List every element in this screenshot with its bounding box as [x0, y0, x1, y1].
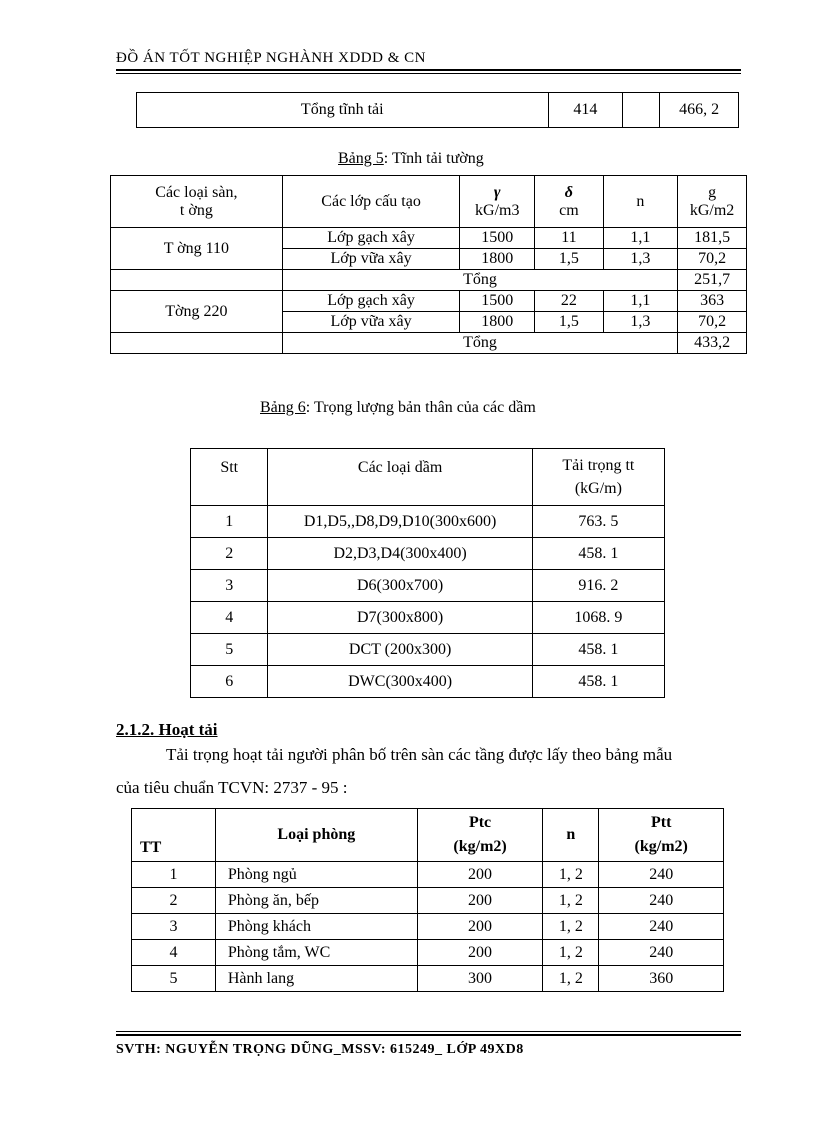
- delta-unit: cm: [559, 201, 579, 219]
- t5-header-n: n: [603, 176, 678, 228]
- table7-live-load: [131, 808, 724, 992]
- header-rule: [116, 69, 741, 71]
- t5-cell: 1,5: [535, 249, 604, 270]
- section-heading: 2.1.2. Hoạt tải: [116, 720, 218, 739]
- g-symbol: g: [708, 183, 717, 201]
- t5-total-label: Tổng: [282, 333, 677, 354]
- table5-wall-load: [110, 175, 747, 354]
- gamma-symbol: γ: [493, 183, 501, 201]
- t6-header-stt: Stt: [191, 449, 268, 506]
- t6-cell-load: 458. 1: [532, 634, 664, 666]
- t5-cell: 1,5: [535, 312, 604, 333]
- t7-cell-ptt: 240: [599, 914, 724, 940]
- page-footer-text: SVTH: NGUYỄN TRỌNG DŨNG_MSSV: 615249_ LỚP 49XD8: [116, 1042, 524, 1057]
- t5-cell: 1,1: [603, 291, 678, 312]
- t5-total-label: Tổng: [282, 270, 677, 291]
- t7-cell-tt: 2: [132, 888, 216, 914]
- t6-cell-beam: D7(300x800): [268, 602, 532, 634]
- t7-cell-room: Phòng ăn, bếp: [215, 888, 417, 914]
- t5-total-value: 251,7: [678, 270, 747, 291]
- section-paragraph-line1: Tải trọng hoạt tải người phân bố trên sàn các tầng được lấy theo bảng mẫu: [166, 745, 673, 764]
- t5-cell: 1,3: [603, 312, 678, 333]
- t7-cell-tt: 3: [132, 914, 216, 940]
- t6-cell-load: 763. 5: [532, 506, 664, 538]
- t5-cell: Lớp vữa xây: [282, 249, 460, 270]
- t5-cell: 181,5: [678, 228, 747, 249]
- t7-cell-ptc: 200: [417, 862, 543, 888]
- t6-cell-load: 916. 2: [532, 570, 664, 602]
- t7-cell-n: 1, 2: [543, 966, 599, 992]
- table6-beam-weight: [190, 448, 665, 698]
- t5-header-type: Các loại sàn, t ờng: [111, 176, 283, 228]
- t5-cell: 11: [535, 228, 604, 249]
- t5-cell: 70,2: [678, 249, 747, 270]
- t7-cell-ptt: 240: [599, 888, 724, 914]
- t5-total-empty: [111, 333, 283, 354]
- t6-cell-stt: 6: [191, 666, 268, 698]
- t5-cell: 22: [535, 291, 604, 312]
- t5-header-delta: [535, 176, 604, 228]
- t5-cell: 1500: [460, 228, 535, 249]
- t7-cell-ptt: 360: [599, 966, 724, 992]
- t7-cell-n: 1, 2: [543, 888, 599, 914]
- t6-cell-beam: DCT (200x300): [268, 634, 532, 666]
- t7-cell-room: Phòng ngủ: [215, 862, 417, 888]
- t5-group1-name: T ờng 110: [111, 228, 283, 270]
- t6-cell-stt: 4: [191, 602, 268, 634]
- t7-cell-ptt: 240: [599, 862, 724, 888]
- t5-cell: 363: [678, 291, 747, 312]
- summary-value-2: [623, 93, 660, 128]
- t5-cell: 1800: [460, 312, 535, 333]
- t5-cell: Lớp gạch xây: [282, 228, 460, 249]
- t5-cell: Lớp gạch xây: [282, 291, 460, 312]
- t7-cell-n: 1, 2: [543, 940, 599, 966]
- t6-header-load: Tải trọng tt (kG/m): [532, 449, 664, 506]
- t5-header-g: [678, 176, 747, 228]
- t7-header-n: n: [543, 809, 599, 862]
- t6-cell-load: 458. 1: [532, 666, 664, 698]
- t5-cell: 1500: [460, 291, 535, 312]
- t7-cell-room: Phòng tắm, WC: [215, 940, 417, 966]
- summary-value-3: 466, 2: [660, 93, 739, 128]
- t7-cell-tt: 5: [132, 966, 216, 992]
- t7-cell-tt: 4: [132, 940, 216, 966]
- t6-cell-stt: 3: [191, 570, 268, 602]
- t7-header-room: Loại phòng: [215, 809, 417, 862]
- table6-caption: Bảng 6: Trọng lượng bản thân của các dầm: [260, 399, 536, 416]
- t5-cell: 70,2: [678, 312, 747, 333]
- top-summary-table: [136, 92, 739, 128]
- t5-cell: 1800: [460, 249, 535, 270]
- t6-cell-stt: 1: [191, 506, 268, 538]
- t7-cell-room: Hành lang: [215, 966, 417, 992]
- t5-header-layers: Các lớp cấu tạo: [282, 176, 460, 228]
- summary-label: Tổng tĩnh tải: [137, 93, 549, 128]
- t6-cell-beam: D2,D3,D4(300x400): [268, 538, 532, 570]
- t5-group2-name: Tờng 220: [111, 291, 283, 333]
- t7-cell-ptc: 200: [417, 914, 543, 940]
- footer-rule-thin: [116, 1031, 741, 1032]
- table5-caption: Bảng 5: Tĩnh tải tường: [338, 150, 484, 167]
- t6-cell-load: 1068. 9: [532, 602, 664, 634]
- gamma-unit: kG/m3: [475, 201, 520, 219]
- summary-value-1: 414: [548, 93, 623, 128]
- page-header-title: ĐỒ ÁN TỐT NGHIỆP NGHÀNH XDDD & CN: [116, 50, 426, 66]
- t7-cell-n: 1, 2: [543, 914, 599, 940]
- t7-cell-ptt: 240: [599, 940, 724, 966]
- t7-cell-ptc: 300: [417, 966, 543, 992]
- g-unit: kG/m2: [689, 201, 735, 219]
- t5-cell: Lớp vữa xây: [282, 312, 460, 333]
- t7-cell-tt: 1: [132, 862, 216, 888]
- t7-cell-n: 1, 2: [543, 862, 599, 888]
- t5-total-value: 433,2: [678, 333, 747, 354]
- footer-rule: [116, 1034, 741, 1036]
- t5-header-gamma: [460, 176, 535, 228]
- t7-header-ptt: Ptt (kg/m2): [599, 809, 724, 862]
- t6-cell-beam: DWC(300x400): [268, 666, 532, 698]
- t7-cell-ptc: 200: [417, 888, 543, 914]
- t6-cell-beam: D1,D5,,D8,D9,D10(300x600): [268, 506, 532, 538]
- t6-header-beam: Các loại dầm: [268, 449, 532, 506]
- t6-cell-stt: 2: [191, 538, 268, 570]
- section-paragraph-line2: của tiêu chuẩn TCVN: 2737 - 95 :: [116, 778, 348, 797]
- t6-cell-load: 458. 1: [532, 538, 664, 570]
- t5-total-empty: [111, 270, 283, 291]
- t7-header-tt: TT: [132, 809, 216, 862]
- header-rule-thin: [116, 73, 741, 74]
- t6-cell-stt: 5: [191, 634, 268, 666]
- t5-cell: 1,1: [603, 228, 678, 249]
- t7-cell-ptc: 200: [417, 940, 543, 966]
- t5-cell: 1,3: [603, 249, 678, 270]
- t7-header-ptc: Ptc (kg/m2): [417, 809, 543, 862]
- t6-cell-beam: D6(300x700): [268, 570, 532, 602]
- t7-cell-room: Phòng khách: [215, 914, 417, 940]
- delta-symbol: δ: [564, 183, 573, 201]
